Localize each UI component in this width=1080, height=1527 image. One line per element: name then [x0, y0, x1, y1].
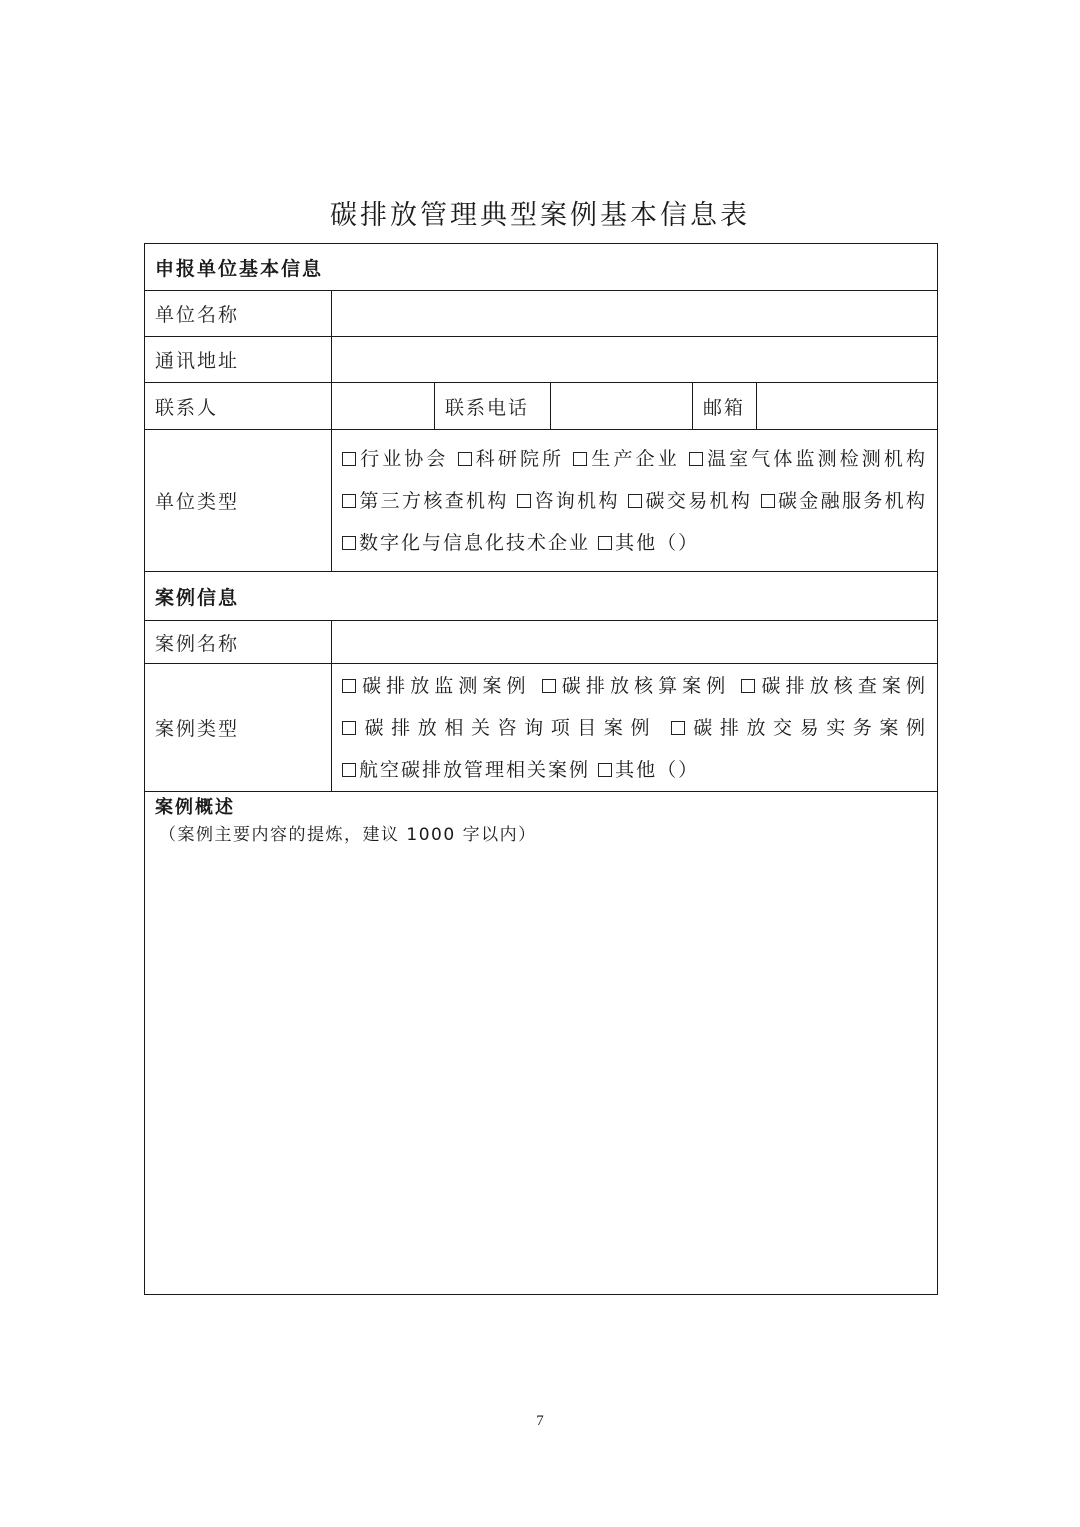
checkbox-icon[interactable] — [741, 679, 755, 693]
option-label: 航空碳排放管理相关案例 — [359, 758, 591, 781]
option-label: 数字化与信息化技术企业 — [359, 531, 591, 554]
case-summary-note: （案例主要内容的提炼，建议 1000 字以内） — [159, 825, 537, 845]
checkbox-icon[interactable] — [671, 721, 685, 735]
option-label: 生产企业 — [590, 447, 680, 470]
option-label: 碳排放交易实务案例 — [687, 716, 927, 739]
case-name-field[interactable] — [332, 621, 938, 664]
option-label: 第三方核查机构 — [359, 489, 509, 512]
unit-type-option[interactable] — [628, 490, 752, 512]
case-name-row — [145, 621, 938, 664]
checkbox-icon[interactable] — [689, 452, 703, 466]
case-type-option[interactable] — [598, 759, 699, 781]
case-type-option[interactable] — [671, 717, 927, 739]
unit-name-field[interactable] — [332, 291, 938, 337]
checkbox-icon[interactable] — [342, 763, 356, 777]
checkbox-icon[interactable] — [342, 679, 356, 693]
address-row — [145, 337, 938, 383]
page-title: 碳排放管理典型案例基本信息表 — [330, 200, 750, 231]
email-label: 邮箱 — [693, 383, 757, 430]
option-label: 碳排放监测案例 — [359, 674, 531, 697]
case-type-option[interactable] — [342, 675, 531, 697]
unit-type-option[interactable] — [517, 490, 620, 512]
option-label: 咨询机构 — [534, 489, 620, 512]
unit-section-header-row — [145, 244, 938, 291]
unit-section-header: 申报单位基本信息 — [145, 244, 938, 291]
case-type-option[interactable] — [542, 675, 731, 697]
unit-type-row — [145, 430, 938, 572]
option-label: 碳金融服务机构 — [777, 489, 927, 512]
case-section-header: 案例信息 — [145, 572, 938, 621]
checkbox-icon[interactable] — [342, 494, 356, 508]
case-type-label: 案例类型 — [145, 664, 332, 792]
case-summary-title: 案例概述 — [155, 797, 235, 818]
case-type-row — [145, 664, 938, 792]
unit-type-option[interactable] — [689, 448, 927, 470]
unit-type-option[interactable] — [458, 448, 565, 470]
contact-field[interactable] — [332, 383, 435, 430]
option-label: 碳排放核查案例 — [758, 674, 927, 697]
unit-type-option[interactable] — [573, 448, 680, 470]
checkbox-icon[interactable] — [598, 763, 612, 777]
unit-type-option[interactable] — [342, 448, 449, 470]
unit-type-options — [332, 430, 938, 572]
option-label: 碳交易机构 — [645, 489, 753, 512]
checkbox-icon[interactable] — [628, 494, 642, 508]
case-type-options — [332, 664, 938, 792]
info-form-table — [144, 243, 938, 1295]
case-type-option[interactable] — [741, 675, 927, 697]
option-label: 碳排放核算案例 — [558, 674, 731, 697]
checkbox-icon[interactable] — [342, 452, 356, 466]
option-label: 其他（） — [615, 758, 700, 781]
checkbox-icon[interactable] — [517, 494, 531, 508]
unit-name-label: 单位名称 — [145, 291, 332, 337]
unit-type-label: 单位类型 — [145, 430, 332, 572]
checkbox-icon[interactable] — [458, 452, 472, 466]
phone-field[interactable] — [551, 383, 693, 430]
address-field[interactable] — [332, 337, 938, 383]
checkbox-icon[interactable] — [598, 536, 612, 550]
case-section-header-row — [145, 572, 938, 621]
case-type-option[interactable] — [342, 717, 657, 739]
phone-label: 联系电话 — [435, 383, 551, 430]
checkbox-icon[interactable] — [342, 721, 356, 735]
address-label: 通讯地址 — [145, 337, 332, 383]
unit-type-option[interactable] — [342, 532, 590, 554]
unit-type-option[interactable] — [598, 532, 699, 554]
email-field[interactable] — [757, 383, 938, 430]
unit-type-option[interactable] — [342, 490, 509, 512]
checkbox-icon[interactable] — [573, 452, 587, 466]
option-label: 碳排放相关咨询项目案例 — [359, 716, 658, 739]
unit-type-option[interactable] — [761, 490, 927, 512]
page-number: 7 — [536, 1413, 544, 1429]
case-summary-field[interactable] — [145, 792, 938, 1295]
checkbox-icon[interactable] — [761, 494, 775, 508]
option-label: 行业协会 — [359, 447, 449, 470]
checkbox-icon[interactable] — [342, 536, 356, 550]
checkbox-icon[interactable] — [542, 679, 556, 693]
case-type-option[interactable] — [342, 759, 590, 781]
option-label: 科研院所 — [474, 447, 565, 470]
contact-row — [145, 383, 938, 430]
case-name-label: 案例名称 — [145, 621, 332, 664]
contact-label: 联系人 — [145, 383, 332, 430]
case-summary-row — [145, 792, 938, 1295]
option-label: 其他（） — [615, 531, 700, 554]
option-label: 温室气体监测检测机构 — [705, 447, 927, 470]
unit-name-row — [145, 291, 938, 337]
